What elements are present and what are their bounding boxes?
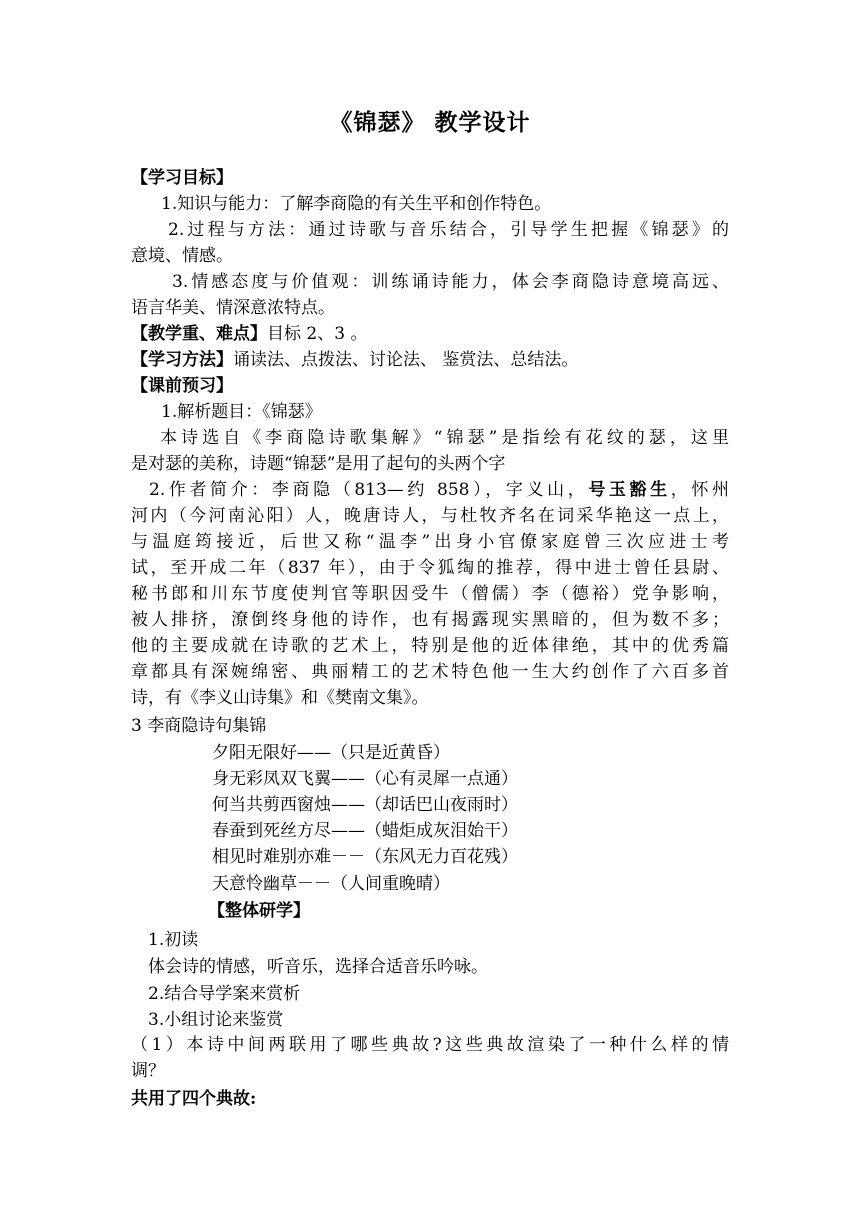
study-question-line1: （1）本诗中间两联用了哪些典故?这些典故渲染了一种什么样的情	[131, 1035, 729, 1055]
title-description-line2: 是对瑟的美称，诗题“锦瑟”是用了起句的头两个字	[131, 454, 506, 474]
objective-process-line1: 2.过程与方法：通过诗歌与音乐结合，引导学生把握《锦瑟》的	[168, 220, 729, 240]
objective-attitude-line1: 3.情感态度与价值观：训练诵诗能力，体会李商隐诗意境高远、	[172, 272, 729, 292]
verse-line: 何当共剪西窗烛——（却话巴山夜雨时）	[212, 795, 518, 815]
verse-line: 相见时难别亦难－－（东风无力百花残）	[212, 847, 518, 867]
verse-line: 天意怜幽草－－（人间重晚晴）	[212, 874, 450, 894]
author-intro-line: 与温庭筠接近，后世又称“温李”出身小官僚家庭曾三次应进士考	[131, 532, 729, 552]
title-description	[131, 425, 729, 477]
title-description-line1: 本诗选自《李商隐诗歌集解》“锦瑟”是指绘有花纹的瑟，这里	[160, 428, 729, 448]
author-intro-line: 诗，有《李义山诗集》和《樊南文集》。	[131, 688, 429, 708]
study-question	[131, 1032, 729, 1084]
author-intro-line: 章都具有深婉绵密、典丽精工的艺术特色他一生大约创作了六百多首	[131, 662, 729, 682]
author-intro-line1	[131, 477, 729, 503]
study-item-reading-text: 体会诗的情感，听音乐，选择合适音乐吟咏。	[148, 957, 488, 977]
author-intro-line: 他的主要成就在诗歌的艺术上，特别是他的近体律绝，其中的优秀篇	[131, 636, 729, 656]
objective-attitude-line2: 语言华美、情深意浓特点。	[131, 298, 335, 318]
methods-heading: 【学习方法】	[131, 350, 233, 370]
author-intro-pre: 2.作者简介：李商隐（813—约 858），字义山，	[149, 480, 589, 500]
methods-line	[131, 347, 578, 373]
study-answer: 共用了四个典故:	[131, 1089, 257, 1109]
author-intro-line: 试，至开成二年（837 年），由于令狐绹的推荐，得中进士曾任县尉、	[131, 558, 729, 578]
author-intro-post: ，怀州	[670, 480, 730, 500]
author-intro-line: 被人排挤，潦倒终身他的诗作，也有揭露现实黑暗的，但为数不多；	[131, 610, 729, 630]
preview-item-title: 1.解析题目：《锦瑟》	[161, 402, 322, 422]
author-alias: 号玉豁生	[588, 480, 671, 500]
page-title: 《锦瑟》 教学设计	[329, 109, 531, 136]
focus-text: 目标 2、3 。	[267, 324, 368, 344]
preview-heading: 【课前预习】	[131, 376, 233, 396]
study-item-appreciation: 2.结合导学案来赏析	[148, 984, 301, 1004]
methods-text: 诵读法、点拨法、讨论法、 鉴赏法、总结法。	[233, 350, 579, 370]
author-intro	[131, 477, 729, 711]
objective-attitude	[131, 269, 729, 321]
author-intro-line: 河内（今河南沁阳）人，晚唐诗人，与杜牧齐名在词采华艳这一点上，	[131, 506, 729, 526]
study-item-discussion: 3.小组讨论来鉴赏	[148, 1010, 284, 1030]
verse-line: 夕阳无限好——（只是近黄昏）	[212, 743, 450, 763]
verse-line: 春蚕到死丝方尽——（蜡炬成灰泪始干）	[212, 821, 518, 841]
focus-heading: 【教学重、难点】	[131, 324, 267, 344]
author-intro-line: 秘书郎和川东节度使判官等职因受牛（僧儒）李（德裕）党争影响，	[131, 584, 729, 604]
focus-line	[131, 321, 367, 347]
objective-knowledge: 1.知识与能力：了解李商隐的有关生平和创作特色。	[161, 194, 552, 214]
objective-process-line2: 意境、情感。	[131, 246, 233, 266]
verses-heading: 3 李商隐诗句集锦	[131, 716, 267, 736]
study-heading: 【整体研学】	[208, 901, 310, 921]
objective-process	[131, 217, 729, 269]
verse-line: 身无彩凤双飞翼——（心有灵犀一点通）	[212, 769, 518, 789]
study-item-reading: 1.初读	[148, 930, 199, 950]
study-question-line2: 调？	[131, 1061, 165, 1081]
objectives-heading: 【学习目标】	[131, 168, 233, 188]
